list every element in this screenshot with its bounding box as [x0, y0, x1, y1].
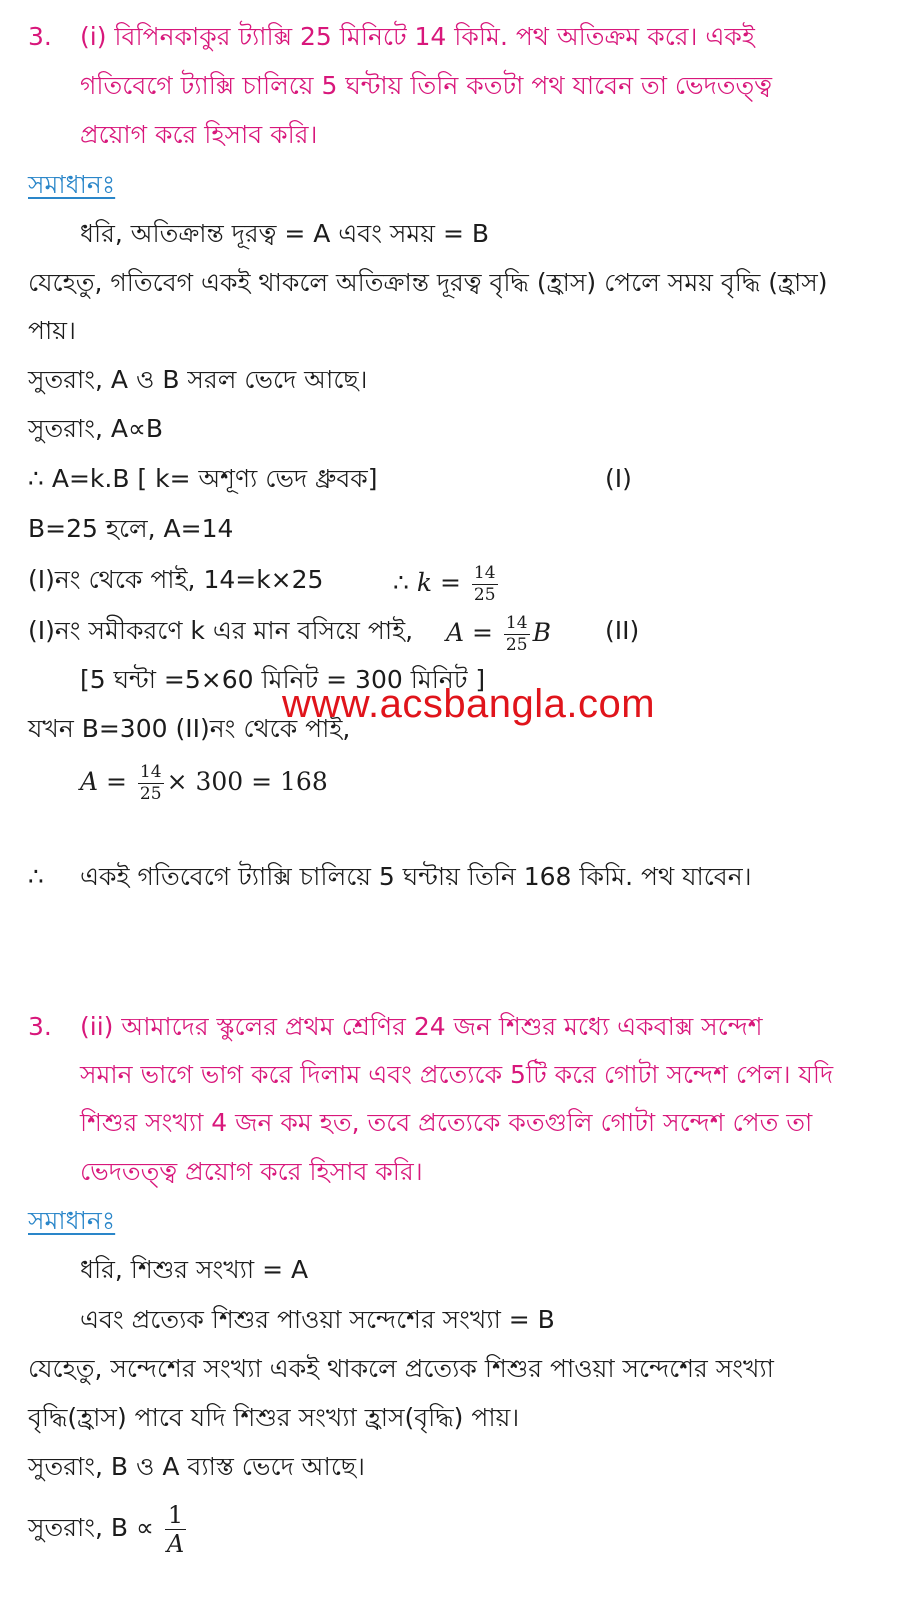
- therefore-symbol: ∴: [393, 568, 409, 597]
- reason-line-2: পায়।: [28, 316, 76, 345]
- result-a-variable: A: [80, 767, 99, 796]
- question-1-line-2: গতিবেগে ট্যাক্সি চালিয়ে 5 ঘন্টায় তিনি কতটা পথ যাবেন তা ভেদতত্ত্ব: [80, 71, 773, 100]
- equation-1-tag: (I): [605, 464, 632, 493]
- given-values-line: B=25 হলে, A=14: [28, 514, 234, 543]
- a-variable: A: [446, 618, 465, 647]
- equals-sign: =: [472, 618, 493, 647]
- hours-conversion-line: [5 ঘন্টা =5×60 মিনিট = 300 মিনিট ]: [80, 665, 486, 694]
- k-fraction: [472, 562, 498, 605]
- inverse-numerator: 1: [165, 1503, 186, 1530]
- k-variable: k: [416, 568, 433, 597]
- inverse-denominator: A: [166, 1529, 185, 1558]
- direct-variation-line: সুতরাং, A ও B সরল ভেদে আছে।: [28, 365, 368, 394]
- assumption-line-2: এবং প্রত্যেক শিশুর পাওয়া সন্দেশের সংখ্যা = B: [80, 1305, 555, 1334]
- assumption-line: ধরি, অতিক্রান্ত দূরত্ব = A এবং সময় = B: [80, 219, 490, 248]
- result-expression: [80, 756, 328, 808]
- a-formula-expression: [446, 608, 551, 658]
- proportion-line: সুতরাং, A∝B: [28, 414, 164, 443]
- question-number: 3.: [28, 1012, 52, 1041]
- question-text: (ii) আমাদের স্কুলের প্রথম শ্রেণির 24 জন শিশুর মধ্যে একবাক্স সন্দেশ: [80, 1012, 763, 1041]
- solution-heading: সমাধানঃ: [28, 1206, 116, 1235]
- reason-line-1: যেহেতু, সন্দেশের সংখ্যা একই থাকলে প্রত্যেক শিশুর পাওয়া সন্দেশের সংখ্যা: [28, 1354, 774, 1383]
- from-equation-1-line: (I)নং থেকে পাই, 14=k×25: [28, 565, 324, 594]
- answer-line: একই গতিবেগে ট্যাক্সি চালিয়ে 5 ঘন্টায় তিনি 168 কিমি. পথ যাবেন।: [80, 862, 752, 891]
- substitution-line: (I)নং সমীকরণে k এর মান বসিয়ে পাই,: [28, 616, 414, 645]
- a-fraction: [504, 612, 530, 655]
- equals-sign: =: [106, 767, 127, 796]
- reason-line-2: বৃদ্ধি(হ্রাস) পাবে যদি শিশুর সংখ্যা হ্রাস(বৃদ্ধি) পায়।: [28, 1403, 520, 1432]
- b-variable: B: [532, 618, 551, 647]
- inverse-variation-line: সুতরাং, B ও A ব্যাস্ত ভেদে আছে।: [28, 1452, 365, 1481]
- site-watermark: www.acsbangla.com: [282, 682, 656, 726]
- k-numerator: 14: [473, 562, 496, 583]
- a-numerator: 14: [505, 612, 528, 633]
- question-2-line-3: শিশুর সংখ্যা 4 জন কম হত, তবে প্রত্যেকে কতগুলি গোটা সন্দেশ পেত তা: [80, 1108, 813, 1137]
- equals-sign: =: [439, 568, 461, 597]
- question-text: (i) বিপিনকাকুর ট্যাক্সি 25 মিনিটে 14 কিমি. পথ অতিক্রম করে। একই: [80, 22, 755, 51]
- reason-line-1: যেহেতু, গতিবেগ একই থাকলে অতিক্রান্ত দূরত্ব বৃদ্ধি (হ্রাস) পেলে সময় বৃদ্ধি (হ্রাস): [28, 268, 828, 297]
- question-2-line-2: সমান ভাগে ভাগ করে দিলাম এবং প্রত্যেকে 5টি করে গোটা সন্দেশ পেল। যদি: [80, 1060, 834, 1089]
- question-number: 3.: [28, 22, 52, 51]
- assumption-line-1: ধরি, শিশুর সংখ্যা = A: [80, 1255, 309, 1284]
- inverse-proportion-line: [28, 1494, 189, 1562]
- k-value-expression: [393, 558, 501, 608]
- proportion-text: সুতরাং, B ∝: [28, 1513, 154, 1542]
- question-1-line-3: প্রয়োগ করে হিসাব করি।: [80, 120, 318, 149]
- result-denominator: 25: [139, 783, 162, 804]
- a-denominator: 25: [505, 634, 528, 655]
- equation-2-tag: (II): [605, 616, 640, 645]
- inverse-fraction: [165, 1500, 186, 1558]
- equation-1-line: ∴ A=k.B [ k= অশূণ্য ভেদ ধ্রুবক]: [28, 464, 378, 493]
- question-2-line-4: ভেদতত্ত্ব প্রয়োগ করে হিসাব করি।: [80, 1157, 423, 1186]
- result-tail: × 300 = 168: [166, 767, 328, 796]
- k-denominator: 25: [473, 584, 496, 605]
- result-numerator: 14: [139, 761, 162, 782]
- solution-heading: সমাধানঃ: [28, 170, 116, 199]
- therefore-symbol: ∴: [28, 862, 44, 891]
- result-fraction: [138, 761, 164, 804]
- when-line: যখন B=300 (II)নং থেকে পাই,: [28, 714, 351, 743]
